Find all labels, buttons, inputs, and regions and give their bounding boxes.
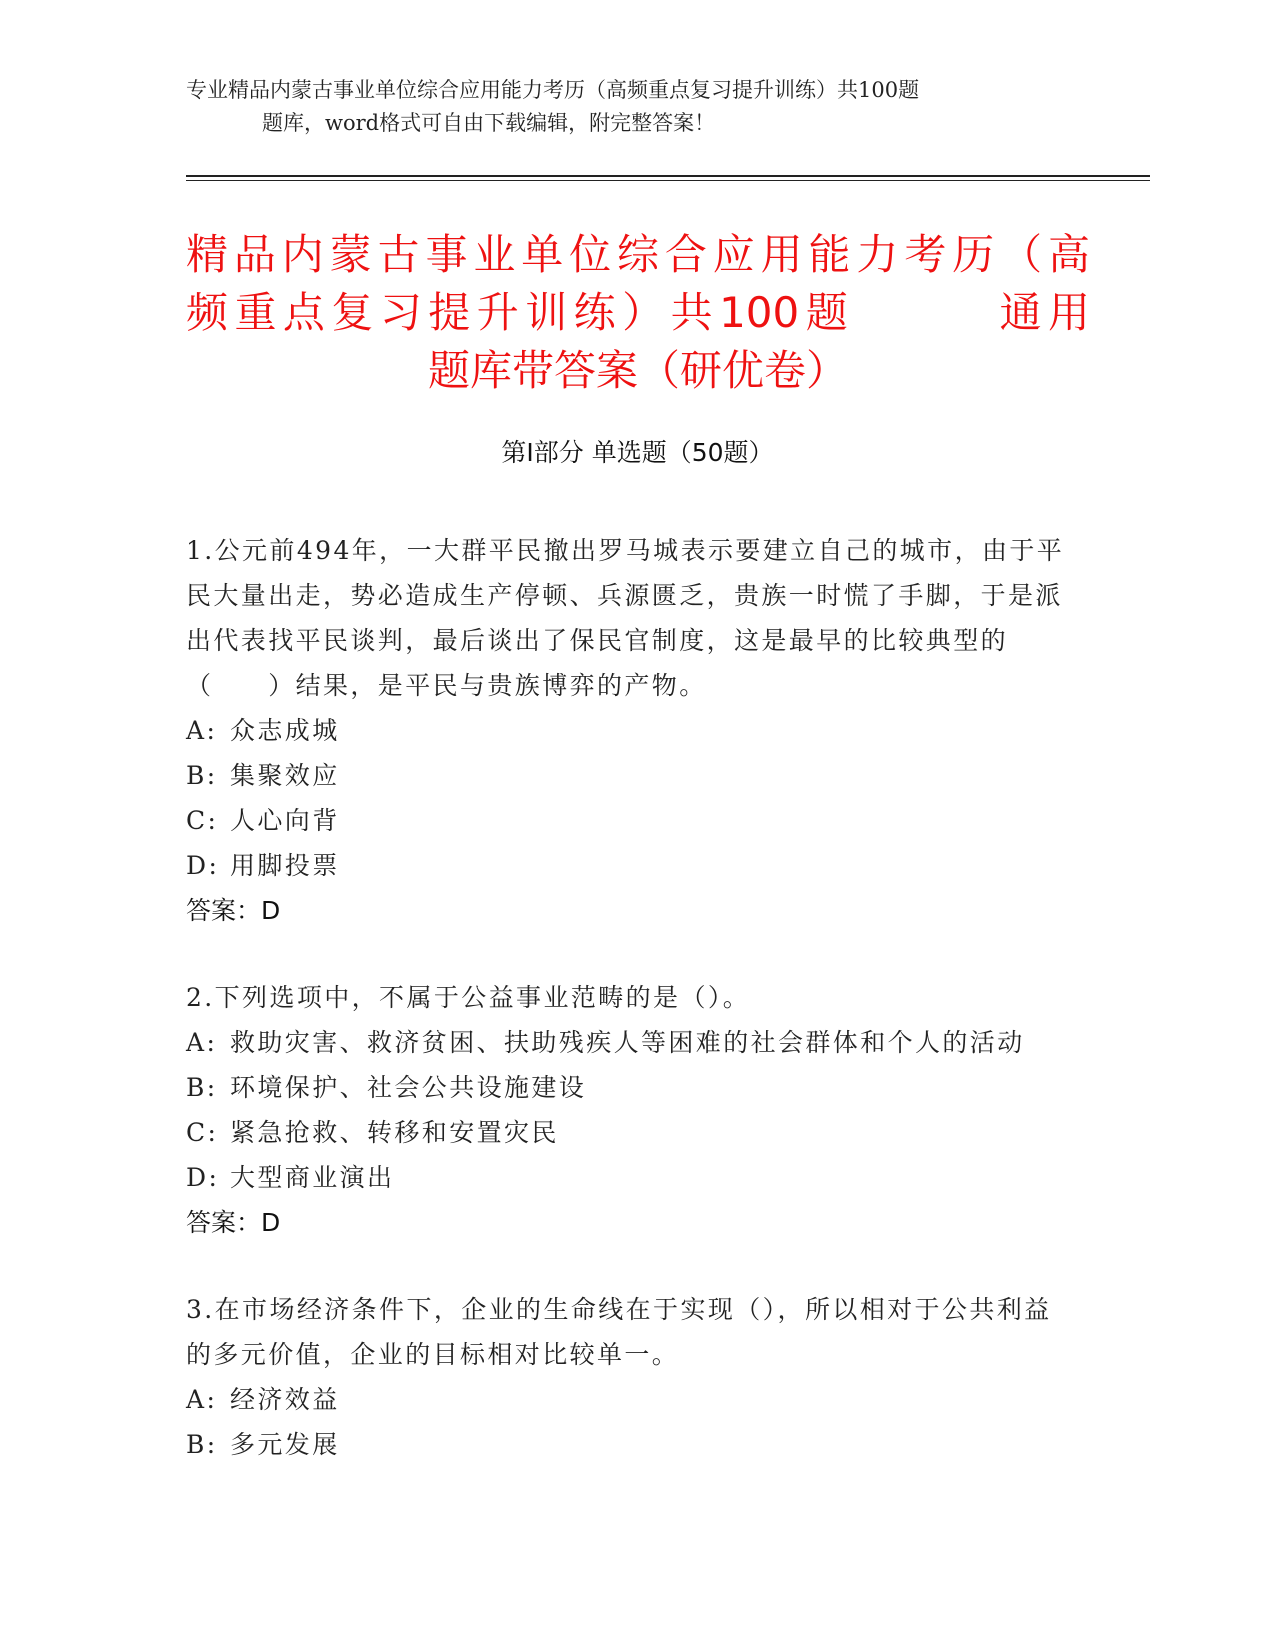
- title-line-2: 频重点复习提升训练）共100题 通用: [186, 288, 1090, 337]
- title-line-3: 题库带答案（研优卷）: [427, 346, 848, 395]
- question-answer: 答案：D: [186, 896, 281, 925]
- option-letter: B:: [186, 1073, 218, 1102]
- option-a: [186, 1377, 1066, 1422]
- option-letter: A:: [186, 1028, 218, 1057]
- option-text: 环境保护、社会公共设施建设: [230, 1073, 587, 1102]
- option-text: 多元发展: [230, 1430, 340, 1459]
- option-b: [186, 1422, 1066, 1467]
- question-answer: 答案：D: [186, 1208, 281, 1237]
- section-heading: 第Ⅰ部分 单选题（50题）: [501, 438, 774, 467]
- document-header-note: [186, 74, 1066, 140]
- question-stem: 3.在市场经济条件下，企业的生命线在于实现（），所以相对于公共利益的多元价值，企业的目标相对比较单一。: [186, 1295, 1052, 1369]
- question-3: [186, 1287, 1066, 1467]
- option-text: 大型商业演出: [230, 1163, 395, 1192]
- option-letter: B:: [186, 1430, 218, 1459]
- document-title: [186, 226, 1090, 400]
- option-text: 紧急抢救、转移和安置灾民: [230, 1118, 559, 1147]
- header-note-line-1: 专业精品内蒙古事业单位综合应用能力考历（高频重点复习提升训练）共100题: [186, 78, 920, 102]
- option-c: [186, 1110, 1066, 1155]
- option-text: 用脚投票: [230, 851, 340, 880]
- question-list: [186, 528, 1066, 1509]
- option-letter: C:: [186, 1118, 219, 1147]
- header-divider-thin: [186, 180, 1150, 181]
- option-text: 经济效益: [230, 1385, 340, 1414]
- option-letter: D:: [186, 851, 220, 880]
- option-c: [186, 798, 1066, 843]
- question-stem: 1.公元前494年，一大群平民撤出罗马城表示要建立自己的城市，由于平民大量出走，势必造成生产停顿、兵源匮乏，贵族一时慌了手脚，于是派出代表找平民谈判，最后谈出了保民官制度，这是最早的比较典型的（ ）结果，是平民与贵族博弈的产物。: [186, 536, 1065, 700]
- option-letter: A:: [186, 716, 218, 745]
- title-line-1: 精品内蒙古事业单位综合应用能力考历（高: [186, 230, 1090, 279]
- option-letter: D:: [186, 1163, 220, 1192]
- option-letter: B:: [186, 761, 218, 790]
- option-text: 救助灾害、救济贫困、扶助残疾人等困难的社会群体和个人的活动: [230, 1028, 1025, 1057]
- header-divider-thick: [186, 175, 1150, 177]
- option-d: [186, 1155, 1066, 1200]
- option-text: 人心向背: [230, 806, 340, 835]
- question-1: [186, 528, 1066, 933]
- question-stem: 2.下列选项中，不属于公益事业范畴的是（）。: [186, 983, 751, 1012]
- option-d: [186, 843, 1066, 888]
- question-2: [186, 975, 1066, 1245]
- option-a: [186, 1020, 1066, 1065]
- option-text: 众志成城: [230, 716, 340, 745]
- option-letter: C:: [186, 806, 219, 835]
- option-a: [186, 708, 1066, 753]
- option-text: 集聚效应: [230, 761, 340, 790]
- option-b: [186, 753, 1066, 798]
- option-b: [186, 1065, 1066, 1110]
- header-note-line-2: 题库，word格式可自由下载编辑，附完整答案！: [262, 111, 716, 135]
- option-letter: A:: [186, 1385, 218, 1414]
